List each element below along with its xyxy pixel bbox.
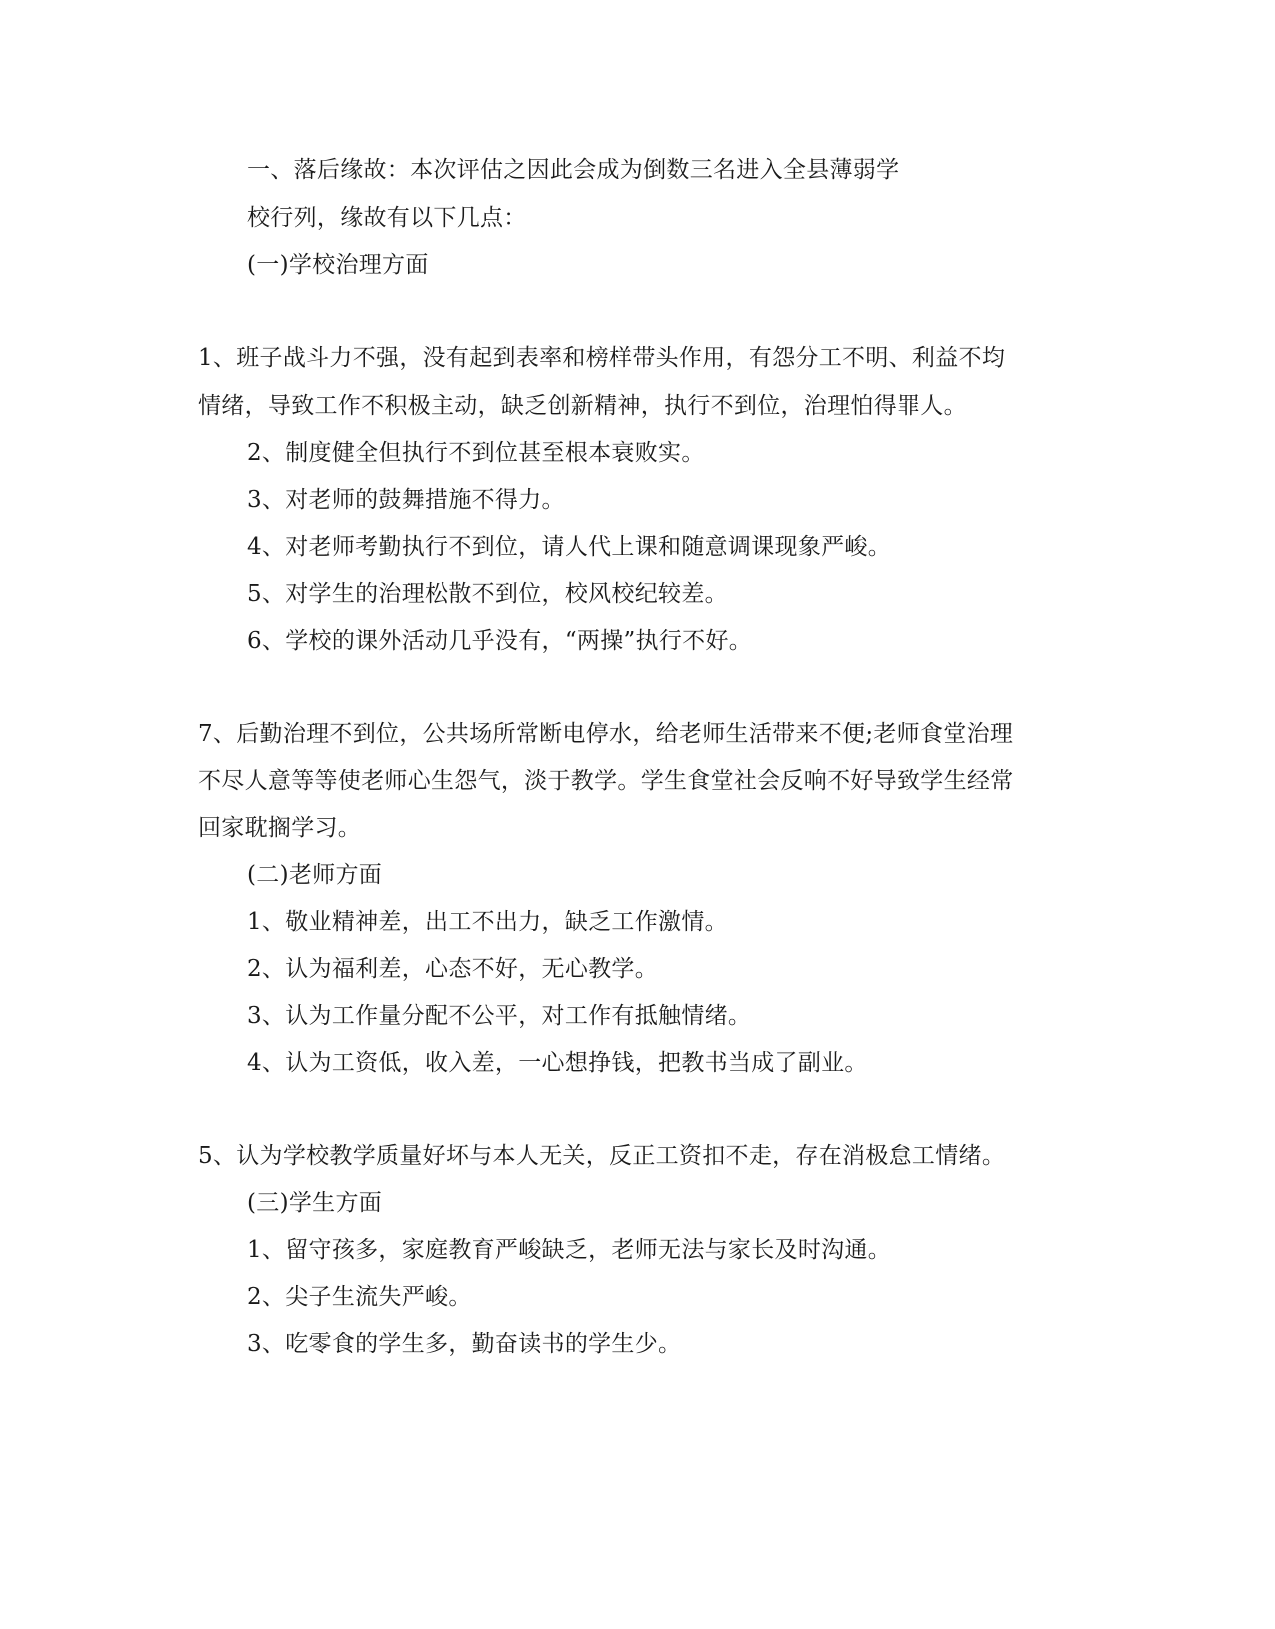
paragraph-line: 5、认为学校教学质量好坏与本人无关，反正工资扣不走，存在消极怠工情绪。 [198, 1143, 1006, 1169]
list-item: 3、认为工作量分配不公平，对工作有抵触情绪。 [247, 1003, 752, 1029]
list-item: 4、认为工资低，收入差，一心想挣钱，把教书当成了副业。 [247, 1050, 868, 1076]
paragraph-line: 7、后勤治理不到位，公共场所常断电停水，给老师生活带来不便;老师食堂治理 [198, 721, 1014, 747]
list-item: 4、对老师考勤执行不到位，请人代上课和随意调课现象严峻。 [247, 534, 892, 560]
paragraph-line: 一、落后缘故：本次评估之因此会成为倒数三名进入全县薄弱学 [247, 157, 900, 183]
paragraph-line: 1、班子战斗力不强，没有起到表率和榜样带头作用，有怨分工不明、利益不均 [198, 345, 1006, 371]
paragraph-line: 情绪，导致工作不积极主动，缺乏创新精神，执行不到位，治理怕得罪人。 [198, 393, 967, 419]
section-heading: (一)学校治理方面 [247, 252, 429, 278]
list-item: 2、尖子生流失严峻。 [247, 1284, 472, 1310]
list-item: 1、留守孩多，家庭教育严峻缺乏，老师无法与家长及时沟通。 [247, 1237, 892, 1263]
paragraph-line: 回家耽搁学习。 [198, 815, 362, 841]
paragraph-line: 校行列，缘故有以下几点： [247, 205, 527, 231]
list-item: 1、敬业精神差，出工不出力，缺乏工作激情。 [247, 909, 728, 935]
list-item: 5、对学生的治理松散不到位，校风校纪较差。 [247, 581, 728, 607]
list-item: 2、制度健全但执行不到位甚至根本衰败实。 [247, 440, 705, 466]
list-item: 2、认为福利差，心态不好，无心教学。 [247, 956, 659, 982]
list-item: 3、吃零食的学生多，勤奋读书的学生少。 [247, 1331, 682, 1357]
section-heading: (二)老师方面 [247, 862, 383, 888]
list-item: 3、对老师的鼓舞措施不得力。 [247, 487, 565, 513]
list-item: 6、学校的课外活动几乎没有，“两操”执行不好。 [247, 628, 753, 654]
section-heading: (三)学生方面 [247, 1190, 383, 1216]
paragraph-line: 不尽人意等等使老师心生怨气，淡于教学。学生食堂社会反响不好导致学生经常 [198, 768, 1014, 794]
